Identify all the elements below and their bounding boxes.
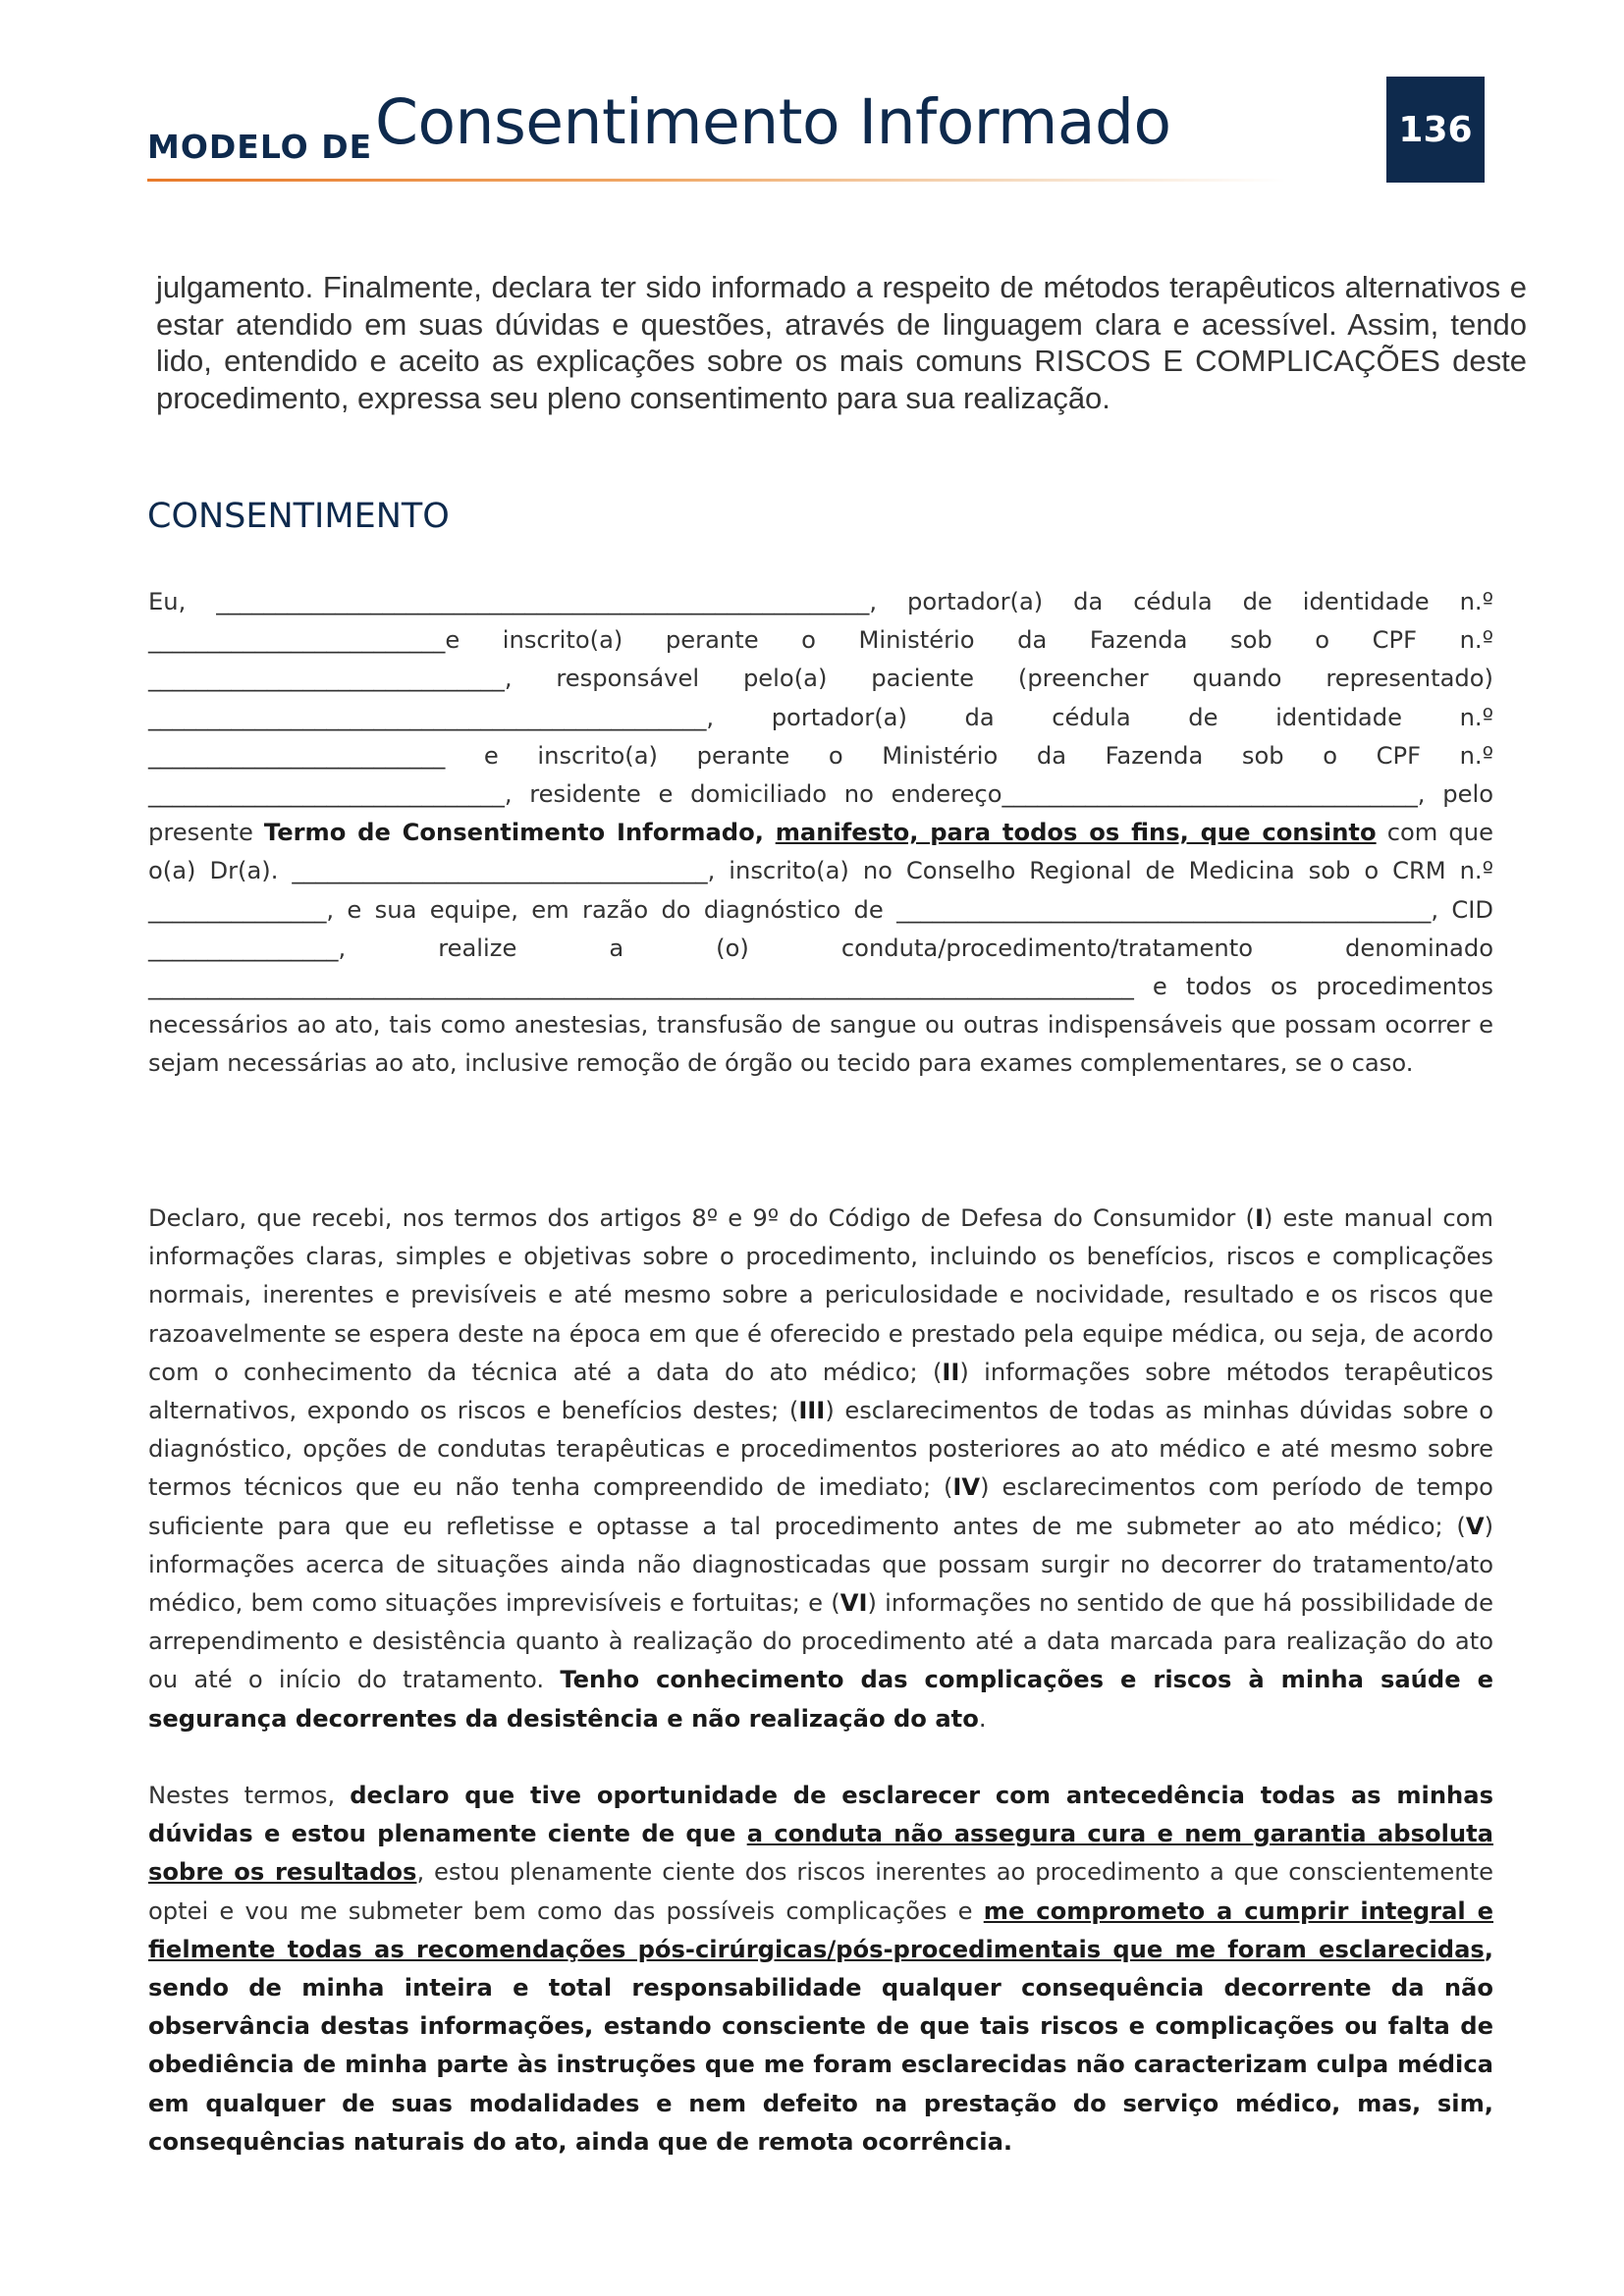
name-blank-field[interactable]: _______________________________________________________ — [216, 588, 870, 615]
declaration-text: . — [978, 1704, 987, 1733]
representative-id-blank-field[interactable]: _________________________ — [148, 741, 446, 770]
roman-numeral: V — [1465, 1512, 1485, 1540]
declaration-text: ) informações acerca de situações ainda não diagnosticadas que possam surgir no decorrer do tratamento/ato médico, bem como situações imprevisíveis e fortuitas; e ( — [148, 1512, 1493, 1618]
declaration-bold-statement: Tenho conhecimento das complicações e riscos à minha saúde e segurança decorrentes da desistência e não realização do ato — [148, 1666, 1493, 1733]
declaration-paragraph — [148, 1200, 1493, 1738]
intro-paragraph: julgamento. Finalmente, declara ter sido informado a respeito de métodos terapêuticos alternativos e estar atendido em suas dúvidas e questões, através de linguagem clara e acessível. Assim, tendo lido, entendido e aceito as explicações sobre os mais comuns RISCOS E COMPLICAÇÕES deste procedimento, expressa seu pleno consentimento para sua realização. — [156, 270, 1527, 415]
procedure-blank-field[interactable]: ___________________________________________________________________________________ — [148, 973, 1134, 1001]
address-blank-field[interactable]: ___________________________________ — [1001, 780, 1418, 809]
declaration-text: Declaro, que recebi, nos termos dos artigos 8º e 9º do Código de Defesa do Consumidor ( — [148, 1204, 1255, 1232]
consent-text: , responsável pelo(a) paciente (preencher quando representado) — [504, 665, 1493, 693]
consent-paragraph — [148, 583, 1493, 1084]
header-prefix: MODELO DE — [147, 128, 373, 166]
section-title: CONSENTIMENTO — [147, 497, 450, 536]
consent-text: , inscrito(a) no Conselho Regional de Medicina sob o CRM n.º — [707, 857, 1493, 885]
consent-text: , portador(a) da cédula de identidade n.º — [869, 588, 1493, 615]
terms-bold-underlined: a conduta não assegura cura e nem garantia absoluta sobre os resultados — [148, 1820, 1493, 1887]
representative-blank-field[interactable]: _______________________________________________ — [148, 703, 707, 731]
consent-text: , portador(a) da cédula de identidade n.º — [706, 703, 1493, 731]
declaration-text: ) esclarecimentos de todas as minhas dúvidas sobre o diagnóstico, opções de condutas terapêuticas e procedimentos posteriores ao ato médico e até mesmo sobre termos técnicos que eu não tenha compreendido de imediato; ( — [148, 1397, 1494, 1502]
consent-text: , residente e domiciliado no endereço — [504, 780, 1002, 809]
consent-text: e todos os procedimentos necessários ao ato, tais como anestesias, transfusão de sangue ou outras indispensáveis que possam ocorrer e sejam necessárias ao ato, inclusive remoção de órgão ou tecido para exames complementares, se o caso. — [148, 973, 1493, 1078]
header-title: Consentimento Informado — [375, 86, 1171, 158]
diagnosis-blank-field[interactable]: _____________________________________________ — [896, 895, 1432, 924]
consent-text: , realize a (o) conduta/procedimento/tratamento denominado — [338, 934, 1493, 962]
consent-text: , pelo presente — [148, 780, 1493, 847]
terms-bold-underlined: me comprometo a cumprir integral e fielmente todas as recomendações pós-cirúrgicas/pós-procedimentais que me foram esclarecidas — [148, 1896, 1494, 1963]
terms-bold-text: declaro que tive oportunidade de esclarecer com antecedência todas as minhas dúvidas e estou plenamente ciente de que — [148, 1782, 1493, 1848]
roman-numeral: I — [1254, 1204, 1264, 1232]
terms-bold-text: , sendo de minha inteira e total responsabilidade qualquer consequência decorrente da não observância destas informações, estando consciente de que tais riscos e complicações ou falta de obediência de minha parte às instruções que me foram esclarecidas não caracterizam culpa médica em qualquer de suas modalidades e nem defeito na prestação do serviço médico, mas, sim, consequências naturais do ato, ainda que de remota ocorrência. — [148, 1935, 1493, 2156]
representative-cpf-blank-field[interactable]: ______________________________ — [148, 780, 505, 809]
consent-text: , CID — [1431, 895, 1493, 924]
terms-paragraph — [148, 1777, 1493, 2162]
consent-text: , e sua equipe, em razão do diagnóstico de — [326, 895, 897, 924]
declaration-text: ) esclarecimentos com período de tempo suficiente para que eu refletisse e optasse a tal procedimento antes de me submeter ao ato médico; ( — [148, 1473, 1493, 1540]
declaration-text: ) informações sobre métodos terapêuticos alternativos, expondo os riscos e benefícios destes; ( — [148, 1358, 1493, 1425]
page-header — [147, 77, 1485, 185]
cid-blank-field[interactable]: ________________ — [148, 934, 339, 962]
consent-text: e inscrito(a) perante o Ministério da Fazenda sob o CPF n.º — [445, 626, 1493, 655]
doctor-name-blank-field[interactable]: ___________________________________ — [292, 857, 708, 885]
roman-numeral: VI — [839, 1589, 868, 1618]
header-divider — [147, 179, 1286, 182]
term-title-bold: Termo de Consentimento Informado, — [263, 819, 776, 847]
consent-statement-underlined: manifesto, para todos os fins, que consinto — [775, 819, 1377, 847]
page-number-badge: 136 — [1386, 77, 1485, 183]
roman-numeral: III — [798, 1397, 826, 1425]
cpf-blank-field[interactable]: ______________________________ — [148, 665, 505, 693]
consent-text: com que o(a) Dr(a). — [148, 819, 1493, 885]
id-number-blank-field[interactable]: _________________________ — [148, 626, 446, 655]
roman-numeral: IV — [952, 1473, 981, 1502]
terms-text: Nestes termos, — [148, 1782, 351, 1809]
crm-blank-field[interactable]: _______________ — [148, 895, 327, 924]
consent-text: Eu, — [148, 588, 217, 615]
terms-text: , estou plenamente ciente dos riscos inerentes ao procedimento a que conscientemente optei e vou me submeter bem como das possíveis complicações e — [148, 1858, 1494, 1925]
declaration-text: ) informações no sentido de que há possibilidade de arrependimento e desistência quanto à realização do procedimento até a data marcada para realização do ato ou até o início do tratamento. — [148, 1589, 1493, 1694]
declaration-text: ) este manual com informações claras, simples e objetivas sobre o procedimento, incluindo os benefícios, riscos e complicações normais, inerentes e previsíveis e até mesmo sobre a periculosidade e nocividade, resultado e os riscos que razoavelmente se espera deste na época em que é oferecido e prestado pela equipe médica, ou seja, de acordo com o conhecimento da técnica até a data do ato médico; ( — [148, 1204, 1493, 1386]
consent-text: e inscrito(a) perante o Ministério da Fazenda sob o CPF n.º — [445, 741, 1493, 770]
roman-numeral: II — [942, 1358, 960, 1386]
